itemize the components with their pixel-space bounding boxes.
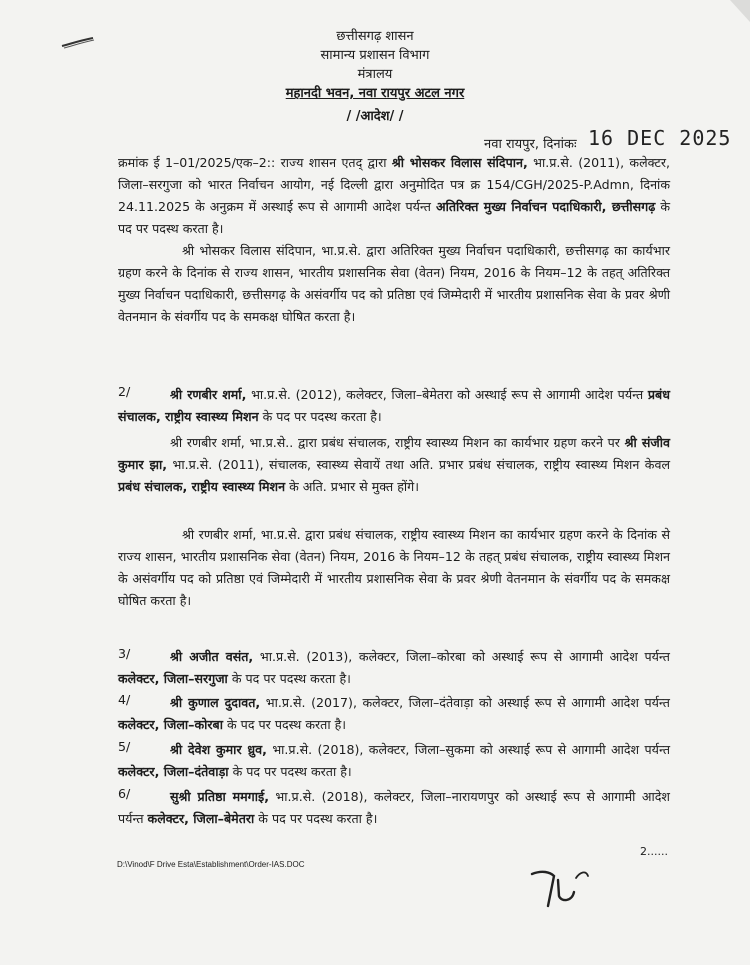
order-paragraph-3: श्री रणबीर शर्मा, भा.प्र.से. (2012), कलेक्टर, जिला–बेमेतरा को अस्थाई रूप से आगामी आदेश पर्यन्त प्रबंध संचालक, राष्ट्रीय स्वास्थ्य मिशन के पद पर पदस्थ करता है।	[118, 387, 670, 424]
item-number-2: 2/	[118, 384, 131, 399]
order-paragraph-8: श्री देवेश कुमार ध्रुव, भा.प्र.से. (2018), कलेक्टर, जिला–सुकमा को अस्थाई रूप से आगामी आदेश पर्यन्त कलेक्टर, जिला–दंतेवाड़ा के पद पर पदस्थ करता है।	[118, 742, 671, 779]
item-number-4: 4/	[118, 692, 131, 707]
item-number-6: 6/	[118, 786, 131, 801]
signature-icon	[528, 862, 598, 912]
next-page-marker: 2......	[640, 845, 668, 858]
date-stamp: 16 DEC 2025	[588, 126, 732, 150]
date-label: नवा रायपुर, दिनांकः	[484, 137, 577, 152]
order-paragraph-7: श्री कुणाल दुदावत, भा.प्र.से. (2017), कलेक्टर, जिला–दंतेवाड़ा को अस्थाई रूप से आगामी आदेश पर्यन्त कलेक्टर, जिला–कोरबा के पद पर पदस्थ करता है।	[118, 695, 670, 732]
order-paragraph-4: श्री रणबीर शर्मा, भा.प्र.से.. द्वारा प्रबंध संचालक, राष्ट्रीय स्वास्थ्य मिशन का कार्यभार ग्रहण करने पर श्री संजीव कुमार झा, भा.प्र.से. (2011), संचालक, स्वास्थ्य सेवायें तथा अति. प्रभार प्रबंध संचालक, राष्ट्रीय स्वास्थ्य मिशन केवल प्रबंध संचालक, राष्ट्रीय स्वास्थ्य मिशन के अति. प्रभार से मुक्त होंगे।	[118, 435, 670, 494]
item-number-5: 5/	[118, 739, 131, 754]
header-ministry: मंत्रालय	[357, 67, 393, 82]
order-paragraph-5: श्री रणबीर शर्मा, भा.प्र.से. द्वारा प्रबंध संचालक, राष्ट्रीय स्वास्थ्य मिशन का कार्यभार ग्रहण करने के दिनांक से राज्य शासन, भारतीय प्रशासनिक सेवा (वेतन) नियम, 2016 के नियम–12 के तहत् प्रबंध संचालक, राष्ट्रीय स्वास्थ्य मिशन के असंवर्गीय पद को प्रतिष्ठा एवं जिम्मेदारी में भारतीय प्रशासनिक सेवा के प्रवर श्रेणी वेतनमान के संवर्गीय पद के समकक्ष घोषित करता है।	[118, 527, 670, 608]
header-government: छत्तीसगढ़ शासन	[336, 29, 414, 44]
header-department: सामान्य प्रशासन विभाग	[320, 48, 430, 63]
order-paragraph-9: सुश्री प्रतिष्ठा ममगाई, भा.प्र.से. (2018), कलेक्टर, जिला–नारायणपुर को अस्थाई रूप से आगामी आदेश पर्यन्त कलेक्टर, जिला–बेमेतरा के पद पर पदस्थ करता है।	[118, 789, 670, 826]
order-paragraph-2: श्री भोसकर विलास संदिपान, भा.प्र.से. द्वारा अतिरिक्त मुख्य निर्वाचन पदाधिकारी, छत्तीसगढ़ का कार्यभार ग्रहण करने के दिनांक से राज्य शासन, भारतीय प्रशासनिक सेवा (वेतन) नियम, 2016 के नियम–12 के तहत् अतिरिक्त मुख्य निर्वाचन पदाधिकारी, छत्तीसगढ़ के असंवर्गीय पद को प्रतिष्ठा एवं जिम्मेदारी में भारतीय प्रशासनिक सेवा के प्रवर श्रेणी वेतनमान के संवर्गीय पद के समकक्ष घोषित करता है।	[118, 243, 670, 324]
file-path: D:\Vinod\F Drive Esta\Establishment\Order-IAS.DOC	[117, 860, 305, 869]
header-order-title: / /आदेश/ /	[346, 109, 404, 124]
order-paragraph-6: श्री अजीत वसंत, भा.प्र.से. (2013), कलेक्टर, जिला–कोरबा को अस्थाई रूप से आगामी आदेश पर्यन्त कलेक्टर, जिला–सरगुजा के पद पर पदस्थ करता है।	[118, 649, 670, 686]
header-address: महानदी भवन, नवा रायपुर अटल नगर	[285, 86, 465, 101]
order-paragraph-1: क्रमांक ई 1–01/2025/एक–2:: राज्य शासन एतद् द्वारा श्री भोसकर विलास संदिपान, भा.प्र.से. (2011), कलेक्टर, जिला–सरगुजा को भारत निर्वाचन आयोग, नई दिल्ली द्वारा अनुमोदित पत्र क्र 154/CGH/2025-P.Admn, दिनांक 24.11.2025 के अनुक्रम में अस्थाई रूप से आगामी आदेश पर्यन्त अतिरिक्त मुख्य निर्वाचन पदाधिकारी, छत्तीसगढ़ के पद पर पदस्थ करता है।	[118, 155, 670, 236]
item-number-3: 3/	[118, 646, 131, 661]
